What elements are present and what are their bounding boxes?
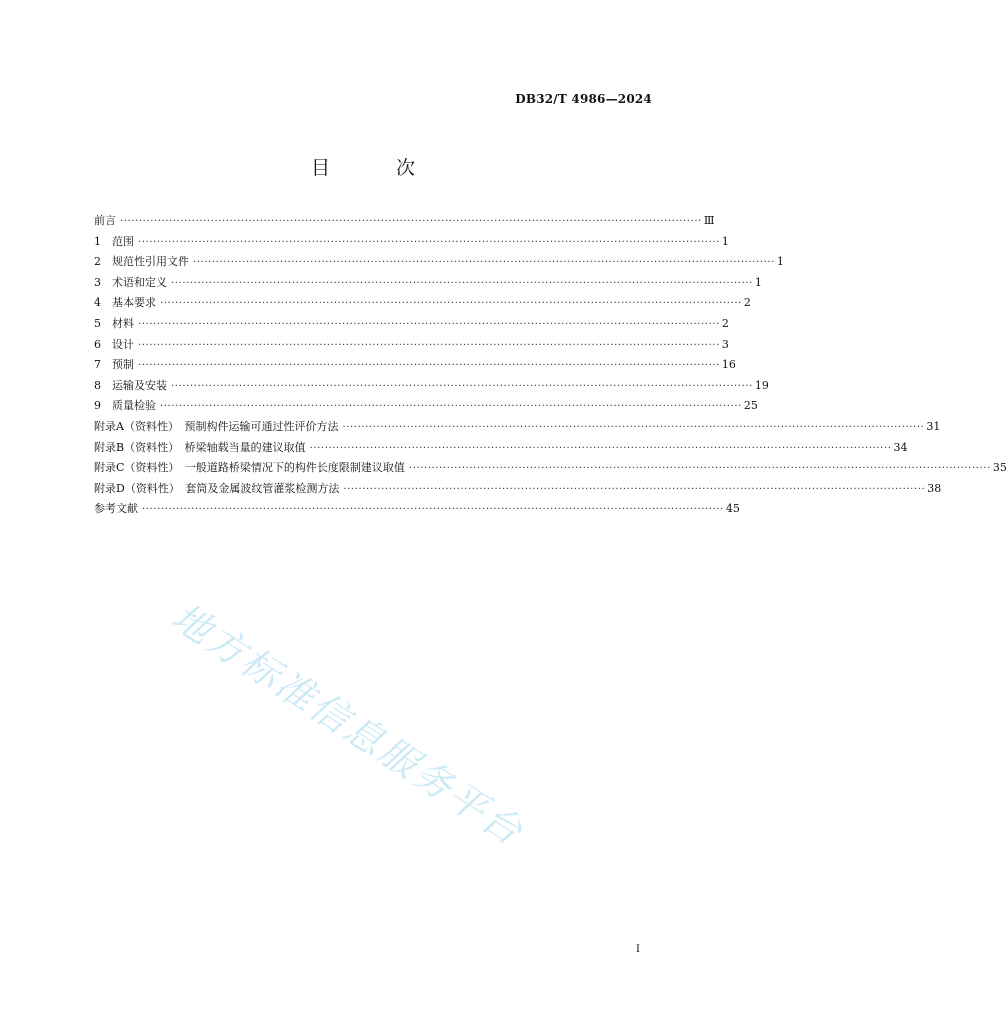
standard-code: DB32/T 4986—2024 bbox=[515, 92, 652, 106]
toc-entry-page: 1 bbox=[754, 275, 762, 289]
toc-entry-page: 35 bbox=[992, 461, 1007, 475]
toc-entry-quality-inspection[interactable] bbox=[94, 396, 758, 417]
toc-leader-dots: ·························································································································································· bbox=[138, 236, 720, 248]
toc-leader-dots: ·························································································································································· bbox=[120, 216, 702, 227]
toc-leader-dots: ·························································································································································· bbox=[171, 277, 753, 289]
toc-entry-page: 3 bbox=[721, 337, 729, 351]
toc-leader-dots: ·························································································································································· bbox=[142, 504, 724, 516]
toc-entry-page: 16 bbox=[721, 358, 736, 372]
toc-entry-appendix-a[interactable] bbox=[94, 417, 941, 438]
toc-leader-dots: ·························································································································································· bbox=[171, 380, 753, 392]
toc-entry-page: 2 bbox=[743, 296, 751, 310]
toc-entry-label: 附录A（资料性） 预制构件运输可通过性评价方法 bbox=[94, 419, 339, 433]
toc-entry-page: Ⅲ bbox=[703, 214, 715, 227]
toc-entry-design[interactable] bbox=[94, 335, 729, 356]
toc-leader-dots: ·························································································································································· bbox=[342, 421, 925, 433]
toc-leader-dots: ·························································································································································· bbox=[160, 298, 742, 310]
toc-entry-page: 25 bbox=[743, 399, 758, 413]
toc-leader-dots: ·························································································································································· bbox=[193, 257, 775, 269]
toc-entry-page: 45 bbox=[725, 502, 740, 516]
toc-entry-scope[interactable] bbox=[94, 232, 729, 253]
toc-entry-terms[interactable] bbox=[94, 273, 762, 294]
toc-entry-label: 附录B（资料性） 桥梁轴载当量的建议取值 bbox=[94, 440, 306, 454]
toc-entry-label: 附录C（资料性） 一般道路桥梁情况下的构件长度限制建议取值 bbox=[94, 461, 405, 475]
toc-entry-label: 7 预制 bbox=[94, 358, 134, 372]
toc-entry-basic-requirements[interactable] bbox=[94, 293, 751, 314]
toc-entry-appendix-d[interactable] bbox=[94, 479, 942, 500]
toc-entry-label: 参考文献 bbox=[94, 502, 138, 516]
toc-entry-normative-references[interactable] bbox=[94, 252, 784, 273]
toc-entry-page: 34 bbox=[893, 440, 908, 454]
toc-entry-page: 1 bbox=[721, 234, 729, 248]
toc-entry-page: 1 bbox=[776, 255, 784, 269]
page-title: 目 次 bbox=[310, 157, 446, 179]
toc-leader-dots: ·························································································································································· bbox=[138, 339, 720, 351]
toc-leader-dots: ·························································································································································· bbox=[138, 360, 720, 372]
toc-entry-label: 附录D（资料性） 套筒及金属波纹管灌浆检测方法 bbox=[94, 481, 340, 495]
toc-entry-appendix-b[interactable] bbox=[94, 438, 908, 459]
toc-entry-label: 6 设计 bbox=[94, 337, 134, 351]
toc-leader-dots: ·························································································································································· bbox=[160, 401, 742, 413]
toc-leader-dots: ·························································································································································· bbox=[138, 318, 720, 330]
toc-entry-label: 5 材料 bbox=[94, 316, 134, 330]
toc-entry-label: 4 基本要求 bbox=[94, 296, 156, 310]
toc-entry-page: 19 bbox=[754, 378, 769, 392]
table-of-contents bbox=[94, 211, 1007, 520]
watermark: 地方标准信息服务平台 bbox=[164, 594, 532, 855]
toc-entry-prefabrication[interactable] bbox=[94, 355, 736, 376]
toc-entry-page: 38 bbox=[927, 481, 942, 495]
toc-entry-appendix-c[interactable] bbox=[94, 458, 1007, 479]
toc-entry-foreword[interactable] bbox=[94, 211, 715, 232]
toc-entry-label: 3 术语和定义 bbox=[94, 275, 167, 289]
toc-entry-page: 31 bbox=[926, 419, 941, 433]
toc-entry-label: 前言 bbox=[94, 214, 116, 227]
page-number: I bbox=[636, 944, 640, 955]
toc-entry-bibliography[interactable] bbox=[94, 499, 740, 520]
toc-leader-dots: ·························································································································································· bbox=[343, 483, 926, 495]
toc-entry-label: 9 质量检验 bbox=[94, 399, 156, 413]
toc-entry-label: 1 范围 bbox=[94, 234, 134, 248]
toc-leader-dots: ·························································································································································· bbox=[309, 442, 892, 454]
toc-entry-transport-installation[interactable] bbox=[94, 376, 769, 397]
toc-entry-page: 2 bbox=[721, 316, 729, 330]
toc-leader-dots: ·························································································································································· bbox=[408, 463, 991, 475]
toc-entry-materials[interactable] bbox=[94, 314, 729, 335]
toc-entry-label: 8 运输及安装 bbox=[94, 378, 167, 392]
toc-entry-label: 2 规范性引用文件 bbox=[94, 255, 189, 269]
